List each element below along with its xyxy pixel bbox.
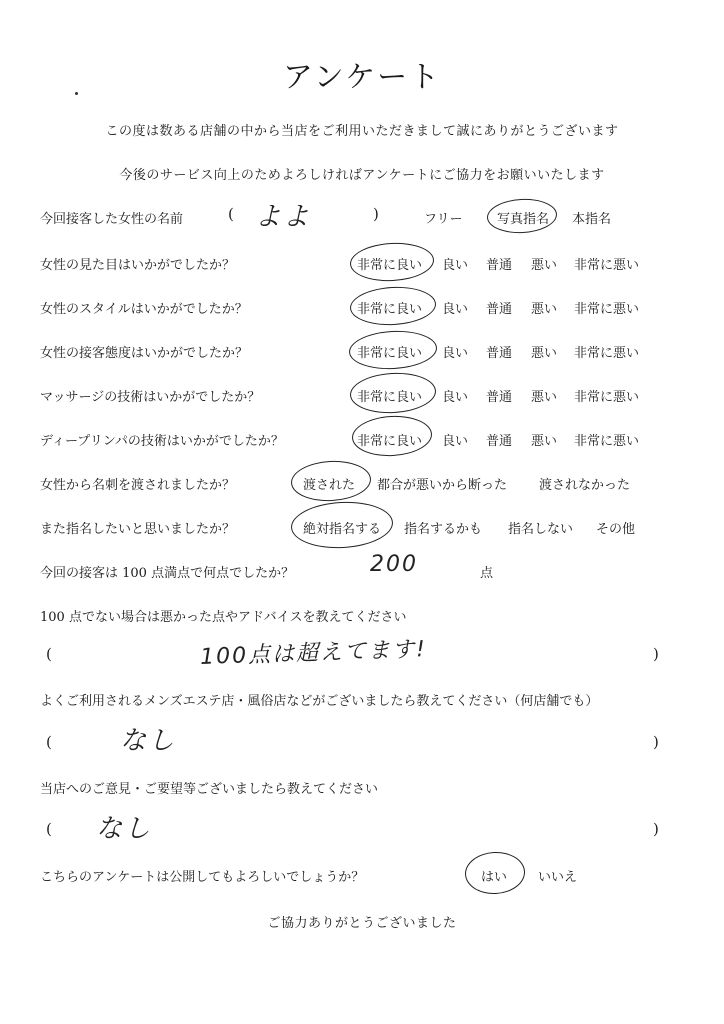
rating-question-label: 女性のスタイルはいかがでしたか？ xyxy=(40,302,248,317)
name-option-regular[interactable]: 本指名 xyxy=(572,212,612,227)
name-option-photo[interactable]: 写真指名 xyxy=(497,212,550,227)
rating-option-very-bad[interactable]: 非常に悪い xyxy=(574,434,640,449)
card-option-declined[interactable]: 都合が悪いから断った xyxy=(377,478,508,493)
selection-circle xyxy=(486,197,558,235)
rating-question-label: 女性の見た目はいかがでしたか？ xyxy=(40,258,236,273)
rating-question-label: ディープリンパの技術はいかがでしたか？ xyxy=(40,434,284,449)
selection-circle xyxy=(464,850,526,895)
other-shops-open-paren: ( xyxy=(46,733,52,751)
other-shops-answer: なし xyxy=(120,726,177,756)
rating-option-very-bad[interactable]: 非常に悪い xyxy=(574,258,640,273)
rating-option-average[interactable]: 普通 xyxy=(486,302,513,317)
name-open-paren: ( xyxy=(228,205,234,223)
rating-option-good[interactable]: 良い xyxy=(442,434,469,449)
opinion-open-paren: ( xyxy=(46,820,52,838)
selection-circle xyxy=(290,499,394,550)
publish-option-yes[interactable]: はい xyxy=(481,870,508,885)
publish-question-label: こちらのアンケートは公開してもよろしいでしょうか？ xyxy=(40,870,365,885)
rating-option-good[interactable]: 良い xyxy=(442,258,469,273)
rating-option-bad[interactable]: 悪い xyxy=(531,346,558,361)
rating-question-label: マッサージの技術はいかがでしたか？ xyxy=(40,390,261,405)
rating-option-bad[interactable]: 悪い xyxy=(531,302,558,317)
card-option-received[interactable]: 渡された xyxy=(303,478,356,493)
name-answer: よよ xyxy=(255,202,312,232)
selection-circle xyxy=(348,329,438,372)
advice-close-paren: ) xyxy=(653,645,659,663)
rating-question-label: 女性の接客態度はいかがでしたか？ xyxy=(40,346,249,361)
repeat-option-maybe[interactable]: 指名するかも xyxy=(404,522,483,537)
card-question-label: 女性から名刺を渡されましたか？ xyxy=(40,478,236,493)
score-unit: 点 xyxy=(480,566,494,581)
rating-option-excellent[interactable]: 非常に良い xyxy=(357,258,423,273)
other-shops-question-label: よくご利用されるメンズエステ店・風俗店などがございましたら教えてください（何店舗でも） xyxy=(40,694,599,709)
rating-option-good[interactable]: 良い xyxy=(442,302,469,317)
score-question-label: 今回の接客は 100 点満点で何点でしたか？ xyxy=(40,566,295,581)
rating-option-average[interactable]: 普通 xyxy=(486,258,513,273)
repeat-option-no[interactable]: 指名しない xyxy=(508,522,574,537)
opinion-close-paren: ) xyxy=(653,820,659,838)
intro-line-2: 今後のサービス向上のためよろしければアンケートにご協力をお願いいたします xyxy=(119,168,605,183)
intro-line-1: この度は数ある店舗の中から当店をご利用いただきまして誠にありがとうございます xyxy=(105,124,619,139)
rating-option-excellent[interactable]: 非常に良い xyxy=(357,390,423,405)
repeat-option-definitely[interactable]: 絶対指名する xyxy=(303,522,382,537)
rating-option-excellent[interactable]: 非常に良い xyxy=(357,302,423,317)
selection-circle xyxy=(349,241,435,283)
publish-option-no[interactable]: いいえ xyxy=(538,870,578,885)
name-question-label: 今回接客した女性の名前 xyxy=(40,212,184,227)
opinion-answer: なし xyxy=(96,814,153,844)
advice-open-paren: ( xyxy=(46,645,52,663)
rating-option-good[interactable]: 良い xyxy=(442,346,469,361)
advice-answer: 100点は超えてます! xyxy=(199,637,428,670)
name-option-free[interactable]: フリー xyxy=(424,212,463,227)
rating-option-bad[interactable]: 悪い xyxy=(531,434,558,449)
stray-mark xyxy=(75,92,78,95)
rating-option-excellent[interactable]: 非常に良い xyxy=(357,346,423,361)
rating-option-very-bad[interactable]: 非常に悪い xyxy=(574,390,640,405)
rating-option-bad[interactable]: 悪い xyxy=(531,390,558,405)
repeat-option-other[interactable]: その他 xyxy=(596,522,636,537)
name-close-paren: ) xyxy=(373,205,379,223)
rating-option-good[interactable]: 良い xyxy=(442,390,469,405)
card-option-not-received[interactable]: 渡されなかった xyxy=(539,478,631,493)
repeat-question-label: また指名したいと思いましたか？ xyxy=(40,522,236,537)
other-shops-close-paren: ) xyxy=(653,733,659,751)
rating-option-very-bad[interactable]: 非常に悪い xyxy=(574,346,640,361)
selection-circle xyxy=(349,285,437,327)
rating-option-bad[interactable]: 悪い xyxy=(531,258,558,273)
advice-question-label: 100 点でない場合は悪かった点やアドバイスを教えてください xyxy=(40,610,407,625)
selection-circle xyxy=(351,414,433,458)
opinion-question-label: 当店へのご意見・ご要望等ございましたら教えてください xyxy=(40,782,379,797)
closing-message: ご協力ありがとうございました xyxy=(267,916,457,931)
survey-title: アンケート xyxy=(282,60,442,95)
rating-option-average[interactable]: 普通 xyxy=(486,346,513,361)
rating-option-average[interactable]: 普通 xyxy=(486,390,513,405)
rating-option-average[interactable]: 普通 xyxy=(486,434,513,449)
selection-circle xyxy=(290,459,372,503)
rating-option-very-bad[interactable]: 非常に悪い xyxy=(574,302,640,317)
score-answer: 200 xyxy=(370,552,418,577)
selection-circle xyxy=(349,371,437,415)
rating-option-excellent[interactable]: 非常に良い xyxy=(357,434,423,449)
